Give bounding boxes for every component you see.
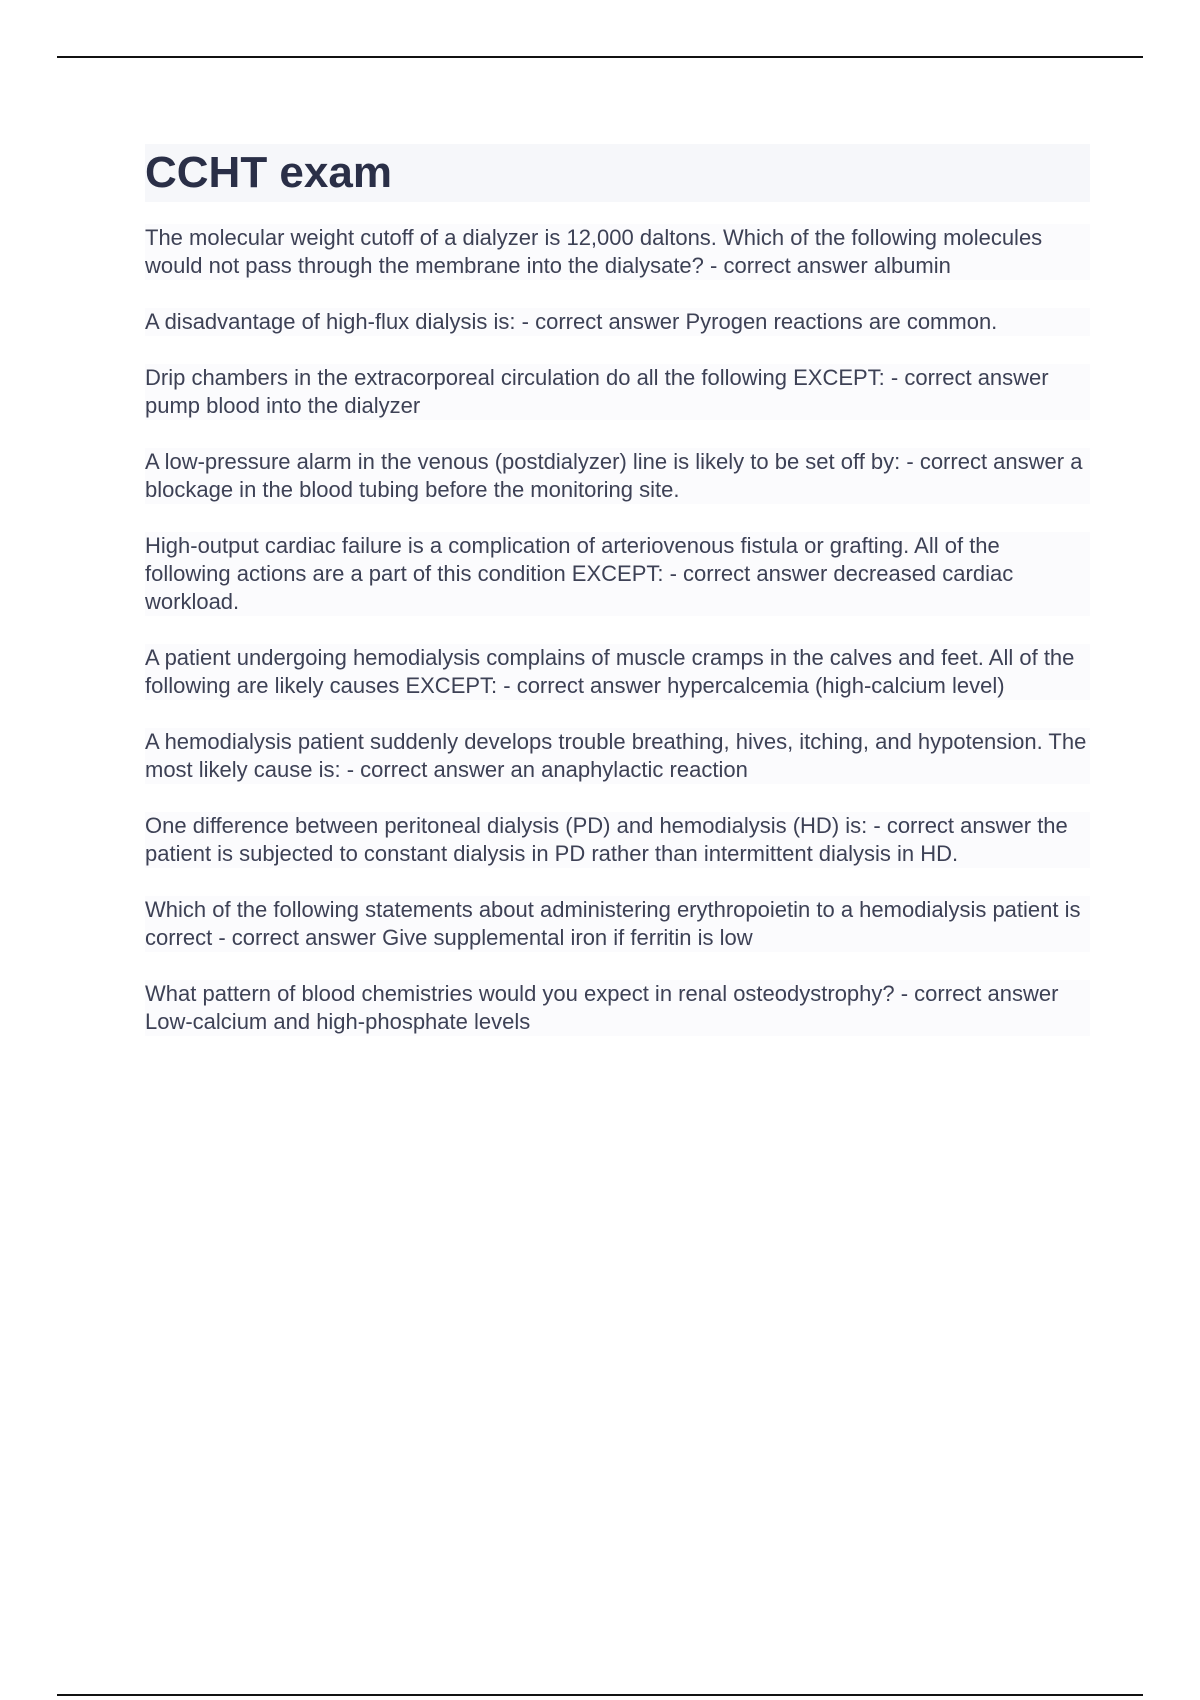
qa-item-5: High-output cardiac failure is a complication of arteriovenous fistula or grafting. All of the following actions are a part of this condition EXCEPT: - correct answer decreased cardiac workload. [145,532,1090,616]
qa-item-4: A low-pressure alarm in the venous (postdialyzer) line is likely to be set off by: - correct answer a blockage in the blood tubing before the monitoring site. [145,448,1090,504]
qa-item-3: Drip chambers in the extracorporeal circulation do all the following EXCEPT: - correct answer pump blood into the dialyzer [145,364,1090,420]
title-bar [145,144,1090,202]
qa-item-7: A hemodialysis patient suddenly develops trouble breathing, hives, itching, and hypotension. The most likely cause is: - correct answer an anaphylactic reaction [145,728,1090,784]
footer-rule [57,1694,1143,1696]
qa-item-6: A patient undergoing hemodialysis complains of muscle cramps in the calves and feet. All of the following are likely causes EXCEPT: - correct answer hypercalcemia (high-calcium level) [145,644,1090,700]
qa-item-2: A disadvantage of high-flux dialysis is: - correct answer Pyrogen reactions are common. [145,308,1090,336]
document-body [145,144,1090,1064]
qa-item-8: One difference between peritoneal dialysis (PD) and hemodialysis (HD) is: - correct answer the patient is subjected to constant dialysis in PD rather than intermittent dialysis in HD. [145,812,1090,868]
qa-item-1: The molecular weight cutoff of a dialyzer is 12,000 daltons. Which of the following molecules would not pass through the membrane into the dialysate? - correct answer albumin [145,224,1090,280]
page-title: CCHT exam [145,148,392,197]
qa-item-9: Which of the following statements about administering erythropoietin to a hemodialysis patient is correct - correct answer Give supplemental iron if ferritin is low [145,896,1090,952]
qa-item-10: What pattern of blood chemistries would you expect in renal osteodystrophy? - correct answer Low-calcium and high-phosphate levels [145,980,1090,1036]
header-rule [57,56,1143,58]
